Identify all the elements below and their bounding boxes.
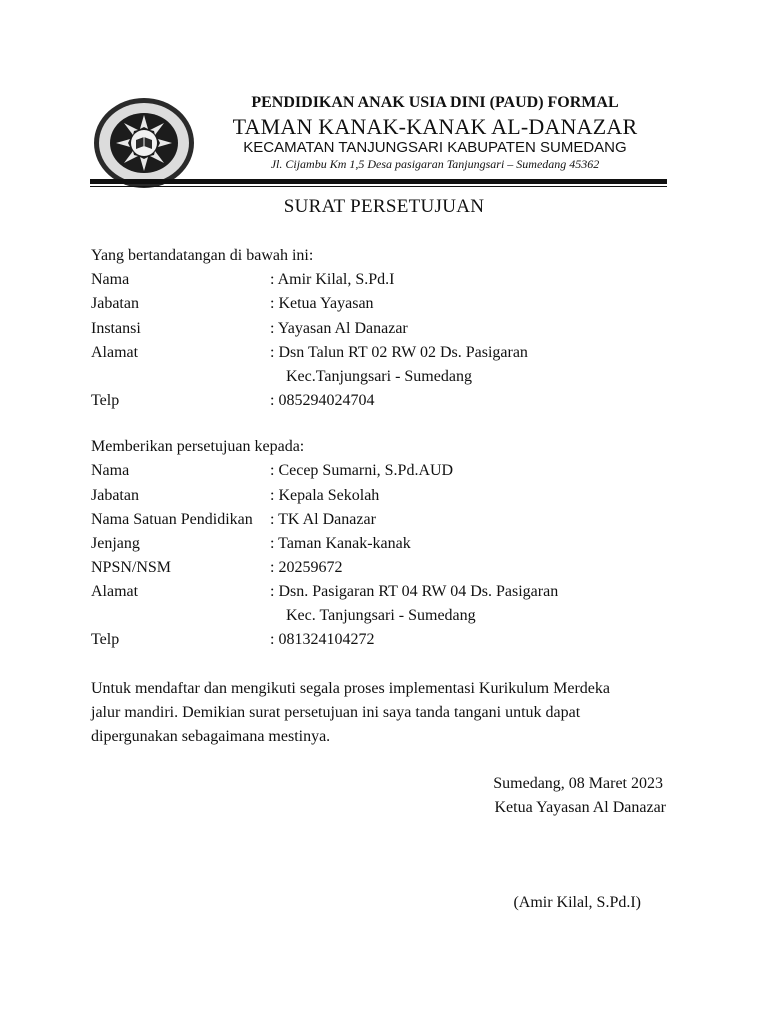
recipient-value-jenjang: : Taman Kanak-kanak (270, 535, 411, 552)
letterhead-rule-thin (90, 186, 667, 187)
body-line: jalur mandiri. Demikian surat persetujuan ini saya tanda tangani untuk dapat (91, 704, 581, 721)
signer-label-nama: Nama (91, 271, 130, 288)
signer-value-alamat-line2: Kec.Tanjungsari - Sumedang (286, 368, 472, 385)
body-line: Untuk mendaftar dan mengikuti segala proses implementasi Kurikulum Merdeka (91, 680, 610, 697)
recipient-value-telp: : 081324104272 (270, 631, 375, 648)
letterhead-line1: PENDIDIKAN ANAK USIA DINI (PAUD) FORMAL (251, 94, 619, 111)
signer-label-alamat: Alamat (91, 344, 139, 361)
signer-title: Ketua Yayasan Al Danazar (494, 799, 666, 816)
body-line: dipergunakan sebagaimana mestinya. (91, 728, 331, 745)
recipient-label-alamat: Alamat (91, 583, 139, 600)
recipient-value-alamat-line2: Kec. Tanjungsari - Sumedang (286, 607, 476, 624)
school-logo (92, 96, 196, 190)
recipient-value-nama: : Cecep Sumarni, S.Pd.AUD (270, 462, 454, 479)
signer-label-instansi: Instansi (91, 320, 141, 337)
recipient-value-jabatan: : Kepala Sekolah (270, 487, 380, 504)
recipient-label-telp: Telp (91, 631, 120, 648)
recipient-label-jabatan: Jabatan (91, 487, 139, 504)
body-paragraph (91, 677, 681, 749)
intro-text: Yang bertandatangan di bawah ini: (91, 247, 314, 264)
recipient-value-npsn: : 20259672 (270, 559, 343, 576)
signature-name: (Amir Kilal, S.Pd.I) (513, 894, 641, 911)
signer-value-jabatan: : Ketua Yayasan (270, 295, 374, 312)
recipient-value-satuan: : TK Al Danazar (270, 511, 376, 528)
signer-label-telp: Telp (91, 392, 120, 409)
signer-value-nama: : Amir Kilal, S.Pd.I (270, 271, 395, 288)
signer-value-telp: : 085294024704 (270, 392, 375, 409)
signer-value-alamat: : Dsn Talun RT 02 RW 02 Ds. Pasigaran (270, 344, 528, 361)
recipient-value-alamat: : Dsn. Pasigaran RT 04 RW 04 Ds. Pasigaran (270, 583, 559, 600)
signer-label-jabatan: Jabatan (91, 295, 139, 312)
letterhead-rule-thick (90, 179, 667, 184)
school-name: TAMAN KANAK-KANAK AL-DANAZAR (232, 114, 638, 139)
place-date: Sumedang, 08 Maret 2023 (493, 775, 663, 792)
document-title: SURAT PERSETUJUAN (283, 196, 485, 217)
signer-value-instansi: : Yayasan Al Danazar (270, 320, 408, 337)
school-address: Jl. Cijambu Km 1,5 Desa pasigaran Tanjungsari – Sumedang 45362 (270, 157, 600, 171)
recipient-label-nama: Nama (91, 462, 130, 479)
district-line: KECAMATAN TANJUNGSARI KABUPATEN SUMEDANG (243, 139, 627, 156)
recipient-label-jenjang: Jenjang (91, 535, 140, 552)
recipient-intro: Memberikan persetujuan kepada: (91, 438, 305, 455)
recipient-label-npsn: NPSN/NSM (91, 559, 172, 576)
recipient-label-satuan: Nama Satuan Pendidikan (91, 511, 253, 528)
